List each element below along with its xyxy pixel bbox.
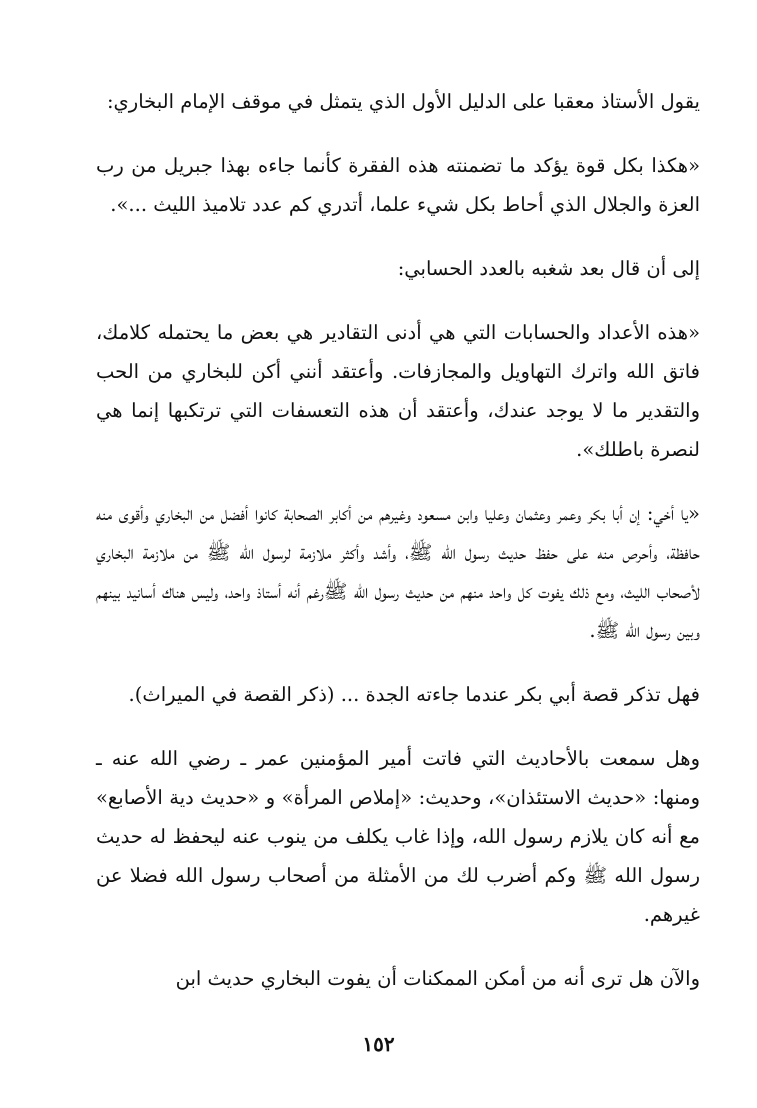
- page-body: [96, 82, 700, 998]
- page-number: ١٥٢: [362, 1032, 395, 1056]
- paragraph-5: «يا أخي: إن أبا بكر وعمر وعثمان وعليا وابن مسعود وغيرهم من أكابر الصحابة كانوا أفضل من البخاري وأقوى منه حافظة، وأحرص منه على حفظ حديث رسول الله ﷺ، وأشد وأكثر ملازمة لرسول الله ﷺ من ملازمة البخاري لأصحاب الليث، ومع ذلك يفوت كل واحد منهم من حديث رسول الله ﷺرغم أنه أستاذ واحد، وليس هناك أسانيد بينهم وبين رسول الله ﷺ.: [96, 502, 700, 642]
- paragraph-3: إلى أن قال بعد شغبه بالعدد الحسابي:: [397, 257, 700, 280]
- paragraph-1: يقول الأستاذ معقبا على الدليل الأول الذي يتمثل في موقف الإمام البخاري:: [106, 90, 700, 113]
- paragraph-8: والآن هل ترى أنه من أمكن الممكنات أن يفوت البخاري حديث ابن: [175, 967, 700, 990]
- paragraph-7: وهل سمعت بالأحاديث التي فاتت أمير المؤمنين عمر ـ رضي الله عنه ـ ومنها: «حديث الاستئذان»، وحديث: «إملاص المرأة» و «حديث دية الأصابع» مع أنه كان يلازم رسول الله، وإذا غاب يكلف من ينوب عنه ليحفظ له حديث رسول الله ﷺ وكم أضرب لك من الأمثلة من أصحاب رسول الله فضلا عن غيرهم.: [96, 747, 700, 926]
- paragraph-4: «هذه الأعداد والحسابات التي هي أدنى التقادير هي بعض ما يحتمله كلامك، فاتق الله واترك التهاويل والمجازفات. وأعتقد أنني أكن للبخاري من الحب والتقدير ما لا يوجد عندك، وأعتقد أن هذه التعسفات التي ترتكبها إنما هي لنصرة باطلك».: [96, 321, 700, 461]
- paragraph-6: فهل تذكر قصة أبي بكر عندما جاءته الجدة ... (ذكر القصة في الميراث).: [128, 683, 700, 706]
- paragraph-2: «هكذا بكل قوة يؤكد ما تضمنته هذه الفقرة كأنما جاءه بهذا جبريل من رب العزة والجلال الذي أحاط بكل شيء علما، أتدري كم عدد تلاميذ الليث ...».: [96, 154, 700, 216]
